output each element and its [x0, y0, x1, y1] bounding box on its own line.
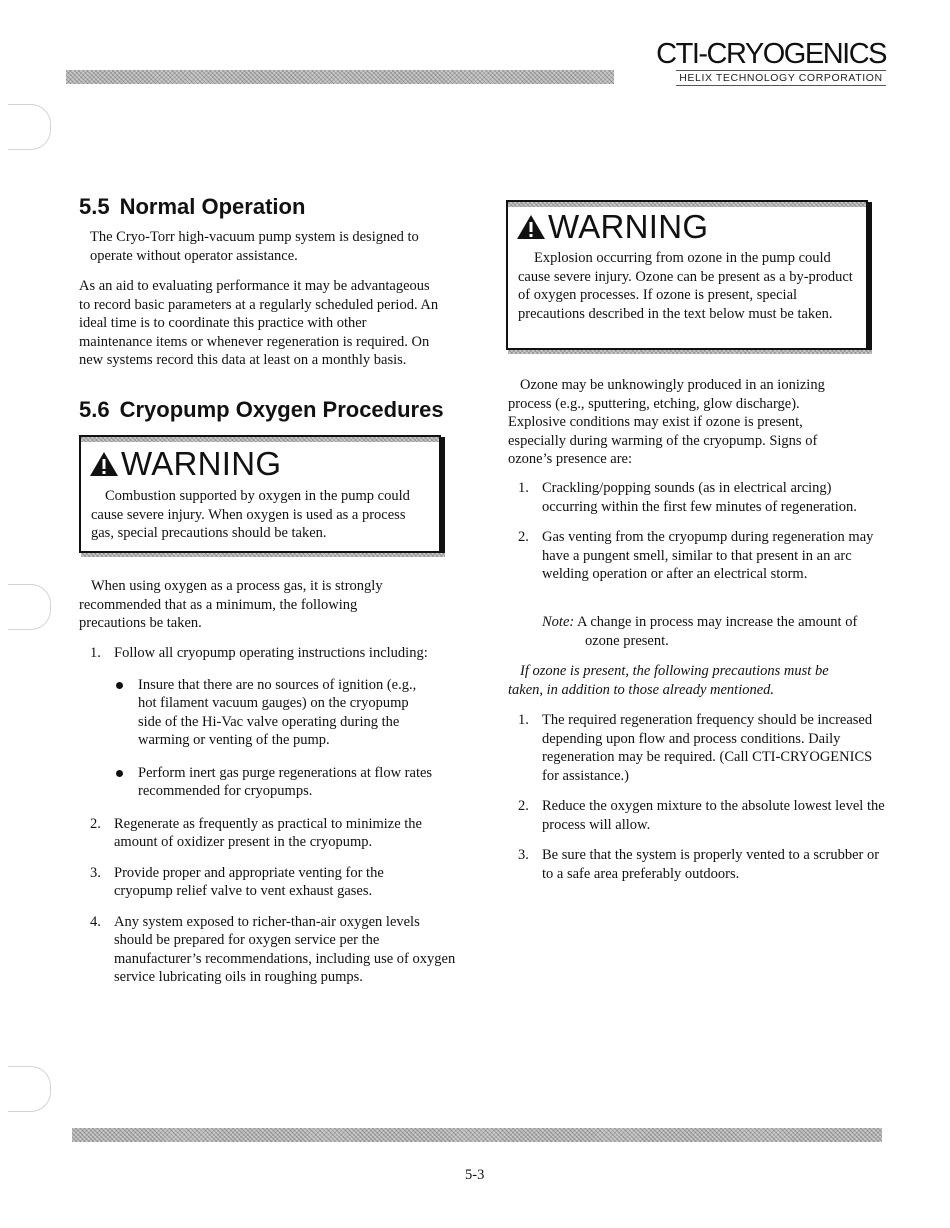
- box-shadow: [868, 202, 872, 354]
- bullet-icon: [116, 770, 123, 777]
- warning-triangle-icon: [89, 451, 119, 477]
- list-item: 1. The required regeneration frequency should be increased depending upon flow and process conditions. Daily regeneration may be required. (Call CTI-CRYOGENICS for assistance.): [518, 712, 873, 784]
- binder-hole: [8, 1066, 51, 1112]
- ozone-caution: If ozone is present, the following precautions must be taken, in addition to those already mentioned.: [508, 663, 829, 698]
- list-item: 2. Regenerate as frequently as practical to minimize the amount of oxidizer present in the cryopump.: [90, 815, 422, 850]
- list-item: 2. Reduce the oxygen mixture to the absolute lowest level the process will allow.: [518, 798, 885, 833]
- list-item: 2. Gas venting from the cryopump during regeneration may have a pungent smell, similar to that present in an arc welding operation or after an electrical storm.: [518, 529, 874, 582]
- section-heading-5-6: 5.6 Cryopump Oxygen Procedures: [79, 397, 444, 422]
- box-top-rule: [508, 202, 866, 207]
- binder-hole: [8, 104, 51, 150]
- oxygen-precaution-list: [80, 644, 455, 987]
- oxygen-intro-paragraph: When using oxygen as a process gas, it is strongly recommended that as a minimum, the following precautions be taken.: [79, 578, 383, 631]
- note-label: Note:: [542, 614, 575, 630]
- box-shadow: [441, 437, 445, 557]
- ozone-precaution-list: [508, 711, 885, 883]
- list-item: 4. Any system exposed to richer-than-air oxygen levels should be prepared for oxygen service per the manufacturer’s recommendations, including use of oxygen service lubricating oils in roughing pumps.: [90, 913, 456, 985]
- page-number: 5-3: [465, 1167, 485, 1183]
- list-item: 1. Crackling/popping sounds (as in electrical arcing) occurring within the first few minutes of regeneration.: [518, 480, 857, 515]
- ozone-warning-box: [506, 200, 868, 350]
- normal-operation-paragraph-2: As an aid to evaluating performance it may be advantageous to record basic parameters at a regularly scheduled period. An ideal time is to coordinate this practice with other maintenance items or whenever regeneration is required. On new systems record this data at least on a monthly basis.: [79, 278, 439, 368]
- box-top-rule: [81, 437, 439, 442]
- warning-text: Combustion supported by oxygen in the pump could cause severe injury. When oxygen is used as a process gas, special precautions should be taken.: [91, 488, 410, 541]
- box-shadow: [508, 350, 872, 354]
- bullet-icon: [116, 682, 123, 689]
- company-logo: CTI-CRYOGENICS: [656, 38, 886, 70]
- section-heading-5-5: 5.5 Normal Operation: [79, 194, 306, 219]
- ozone-signs-list: [508, 479, 878, 584]
- warning-heading: WARNING: [516, 208, 708, 246]
- box-shadow: [81, 553, 445, 557]
- ozone-intro-paragraph: Ozone may be unknowingly produced in an ionizing process (e.g., sputtering, etching, glow discharge). Explosive conditions may exist if ozone is present, especially during warming of the cryopump. Signs of ozone’s presence are:: [508, 377, 825, 467]
- list-item: Perform inert gas purge regenerations at flow rates recommended for cryopumps.: [114, 764, 434, 801]
- list-item: 3. Provide proper and appropriate venting for the cryopump relief valve to vent exhaust gases.: [90, 864, 384, 899]
- list-item: 1. Follow all cryopump operating instructions including: Insure that there are no sources of ignition (e.g., hot filament vacuum gauges) on the cryopump side of the Hi-Vac valve operating during the warming or venting of the pump. Perform inert gas purge regenerations at flow rates recommended for cryopumps.: [90, 645, 433, 799]
- oxygen-warning-box: [79, 435, 441, 553]
- note-text: A change in process may increase the amount of ozone present.: [577, 614, 858, 649]
- warning-triangle-icon: [516, 214, 546, 240]
- list-item: Insure that there are no sources of ignition (e.g., hot filament vacuum gauges) on the cryopump side of the Hi-Vac valve operating during the warming or venting of the pump.: [114, 676, 434, 750]
- sub-bullet-list: [114, 676, 434, 801]
- company-subtitle: HELIX TECHNOLOGY CORPORATION: [676, 70, 886, 86]
- header-rule: [66, 70, 614, 84]
- footer-rule: [72, 1128, 882, 1142]
- list-item: 3. Be sure that the system is properly vented to a scrubber or to a safe area preferably outdoors.: [518, 847, 880, 882]
- ozone-note: [542, 613, 885, 650]
- warning-text: Explosion occurring from ozone in the pump could cause severe injury. Ozone can be present as a by-product of oxygen processes. If ozone is present, special precautions described in the text below must be taken.: [518, 250, 853, 322]
- normal-operation-paragraph-1: The Cryo-Torr high-vacuum pump system is designed to operate without operator assistance.: [90, 229, 419, 264]
- binder-hole: [8, 584, 51, 630]
- warning-heading: WARNING: [89, 445, 281, 483]
